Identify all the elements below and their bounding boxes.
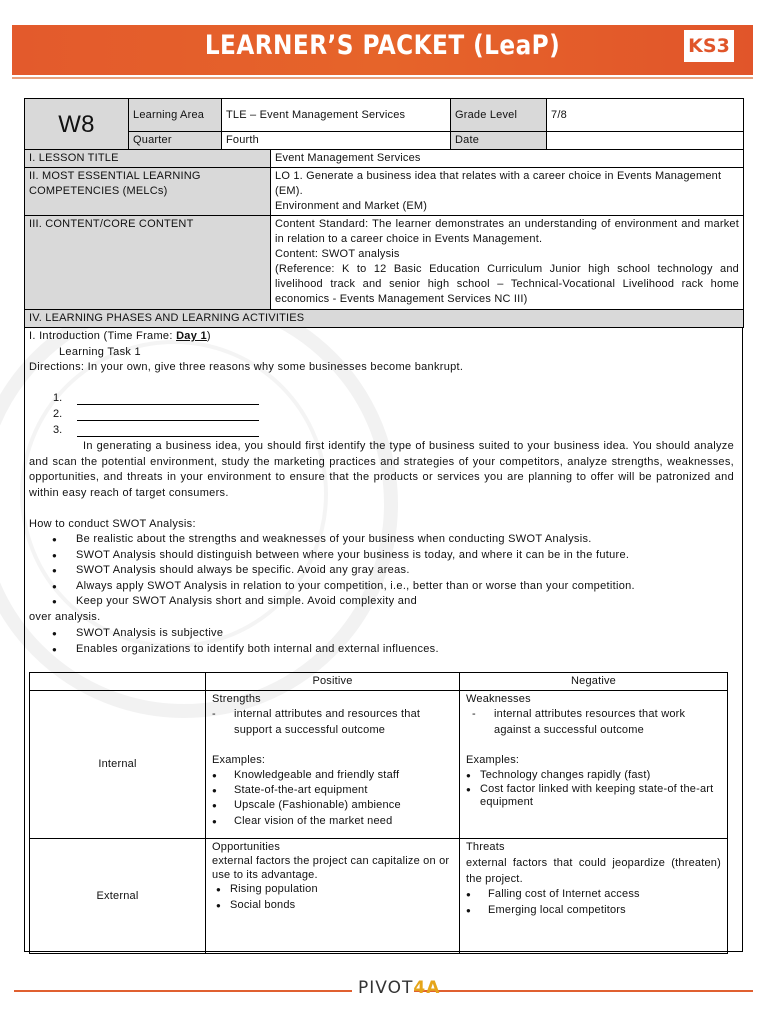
opportunities-desc: external factors the project can capitalize on or use to its advantage. xyxy=(212,855,450,881)
intro-heading: I. Introduction (Time Frame: Day 1) xyxy=(29,330,211,342)
learning-task-label: Learning Task 1 xyxy=(59,346,141,358)
list-item: ● Upscale (Fashionable) ambience xyxy=(212,798,453,813)
intro-paragraph: In generating a business idea, you should first identify the type of business suited to your business idea. You should analyze and scan the potential environment, study the marketing practices and strategies of your competitors, analyze strengths, weaknesses, opportunities, and threats in your environment to ensure that the products or services you are planning to offer will be patronized and within easy reach of target consumers. xyxy=(29,440,734,499)
weaknesses-desc-list xyxy=(466,707,721,737)
answer-number-2: 2. xyxy=(53,408,63,420)
opportunities-title: Opportunities xyxy=(212,841,281,854)
weaknesses-cell xyxy=(460,691,728,839)
header-banner xyxy=(12,25,753,75)
swot-howto-heading: How to conduct SWOT Analysis: xyxy=(29,518,196,530)
list-item: ● Always apply SWOT Analysis in relation to your competition, i.e., better than or worse than your competition. xyxy=(52,579,635,595)
day-label: Day 1 xyxy=(176,330,207,342)
melc-value xyxy=(271,168,744,216)
strengths-title: Strengths xyxy=(212,693,261,706)
list-item: ● Keep your SWOT Analysis short and simple. Avoid complexity and xyxy=(52,594,635,610)
answer-line-3[interactable] xyxy=(77,435,259,437)
melc-text: LO 1. Generate a business idea that relates with a career choice in Events Management (EM). xyxy=(275,170,722,197)
list-item: ● Knowledgeable and friendly staff xyxy=(212,768,453,783)
directions-text: Directions: In your own, give three reasons why some businesses become bankrupt. xyxy=(29,361,464,373)
weaknesses-desc: - internal attributes resources that work against a successful outcome xyxy=(472,707,721,737)
date-value[interactable] xyxy=(547,132,744,150)
strengths-desc: - internal attributes and resources that support a successful outcome xyxy=(212,707,453,737)
list-item: ● Emerging local competitors xyxy=(466,903,721,918)
learning-area-label: Learning Area xyxy=(129,99,222,132)
opportunities-cell xyxy=(206,839,460,954)
quarter-label: Quarter xyxy=(129,132,222,150)
melc-label: II. MOST ESSENTIAL LEARNING COMPETENCIES (MELCs) xyxy=(25,168,271,216)
learning-area-value: TLE – Event Management Services xyxy=(222,99,451,132)
swot-table xyxy=(29,672,728,954)
list-item: ● SWOT Analysis is subjective xyxy=(52,626,439,642)
swot-tips-list xyxy=(52,532,635,610)
threats-title: Threats xyxy=(466,841,505,854)
list-item: ● Enables organizations to identify both internal and external influences. xyxy=(52,642,439,658)
phases-label: IV. LEARNING PHASES AND LEARNING ACTIVITIES xyxy=(25,310,744,328)
swot-tips-list-2 xyxy=(52,626,439,657)
list-item: ● Social bonds xyxy=(216,898,453,913)
answer-line-1[interactable] xyxy=(77,403,259,405)
strengths-desc-list xyxy=(212,707,453,737)
list-item: ● State-of-the-art equipment xyxy=(212,783,453,798)
list-item: ● SWOT Analysis should always be specific. Avoid any gray areas. xyxy=(52,563,635,579)
threats-cell xyxy=(460,839,728,954)
content-topic: Content: SWOT analysis xyxy=(275,248,400,260)
strengths-examples-label: Examples: xyxy=(212,753,266,766)
list-item: ● SWOT Analysis should distinguish between where your business is today, and where it can be in the future. xyxy=(52,548,635,564)
list-item: ● Be realistic about the strengths and weaknesses of your business when conducting SWOT Analysis. xyxy=(52,532,635,548)
list-item: ● Cost factor linked with keeping state-of the-art equipment xyxy=(466,783,721,809)
packet-title: LEARNER’S PACKET (LeaP) xyxy=(204,30,561,61)
threats-desc: external factors that could jeopardize (threaten) the project. xyxy=(466,857,721,886)
strengths-examples xyxy=(212,768,453,829)
grade-level-value: 7/8 xyxy=(547,99,744,132)
strengths-cell xyxy=(206,691,460,839)
list-item: ● Rising population xyxy=(216,882,453,897)
negative-header: Negative xyxy=(460,673,728,691)
internal-label: Internal xyxy=(30,691,206,839)
list-item: ● Clear vision of the market need xyxy=(212,814,453,829)
banner-underline xyxy=(12,77,753,79)
footer-line-left xyxy=(14,990,352,992)
header-table xyxy=(24,98,744,150)
answer-number-3: 3. xyxy=(53,424,63,436)
list-item: ● Falling cost of Internet access xyxy=(466,887,721,902)
pivot-logo: PIVOT4A xyxy=(358,978,441,998)
quarter-value: Fourth xyxy=(222,132,451,150)
threats-examples xyxy=(466,887,721,917)
content-standard: Content Standard: The learner demonstrates an understanding of environment and market in relation to a career choice in Events Management. xyxy=(275,218,739,245)
melc-subtext: Environment and Market (EM) xyxy=(275,200,428,212)
list-item: ● Technology changes rapidly (fast) xyxy=(466,768,721,783)
opportunities-examples xyxy=(212,882,453,912)
content-label: III. CONTENT/CORE CONTENT xyxy=(25,216,271,310)
date-label: Date xyxy=(451,132,547,150)
content-reference: (Reference: K to 12 Basic Education Curriculum Junior high school technology and livelihood track and senior high school – Technical-Vocational Livelihood rack home economics - Events Management Services NC III) xyxy=(275,263,739,305)
positive-header: Positive xyxy=(206,673,460,691)
weaknesses-examples xyxy=(466,768,721,809)
weaknesses-examples-label: Examples: xyxy=(466,753,520,766)
ks3-badge: KS3 xyxy=(684,30,734,62)
lesson-title-label: I. LESSON TITLE xyxy=(25,150,271,168)
week-label: W8 xyxy=(25,99,129,150)
answer-line-2[interactable] xyxy=(77,419,259,421)
weaknesses-title: Weaknesses xyxy=(466,693,531,706)
content-value xyxy=(271,216,744,310)
lesson-table xyxy=(24,149,744,328)
swot-corner xyxy=(30,673,206,691)
external-label: External xyxy=(30,839,206,954)
over-analysis-text: over analysis. xyxy=(29,611,101,623)
lesson-title-value: Event Management Services xyxy=(271,150,744,168)
grade-level-label: Grade Level xyxy=(451,99,547,132)
footer-line-right xyxy=(414,990,753,992)
answer-number-1: 1. xyxy=(53,392,63,404)
